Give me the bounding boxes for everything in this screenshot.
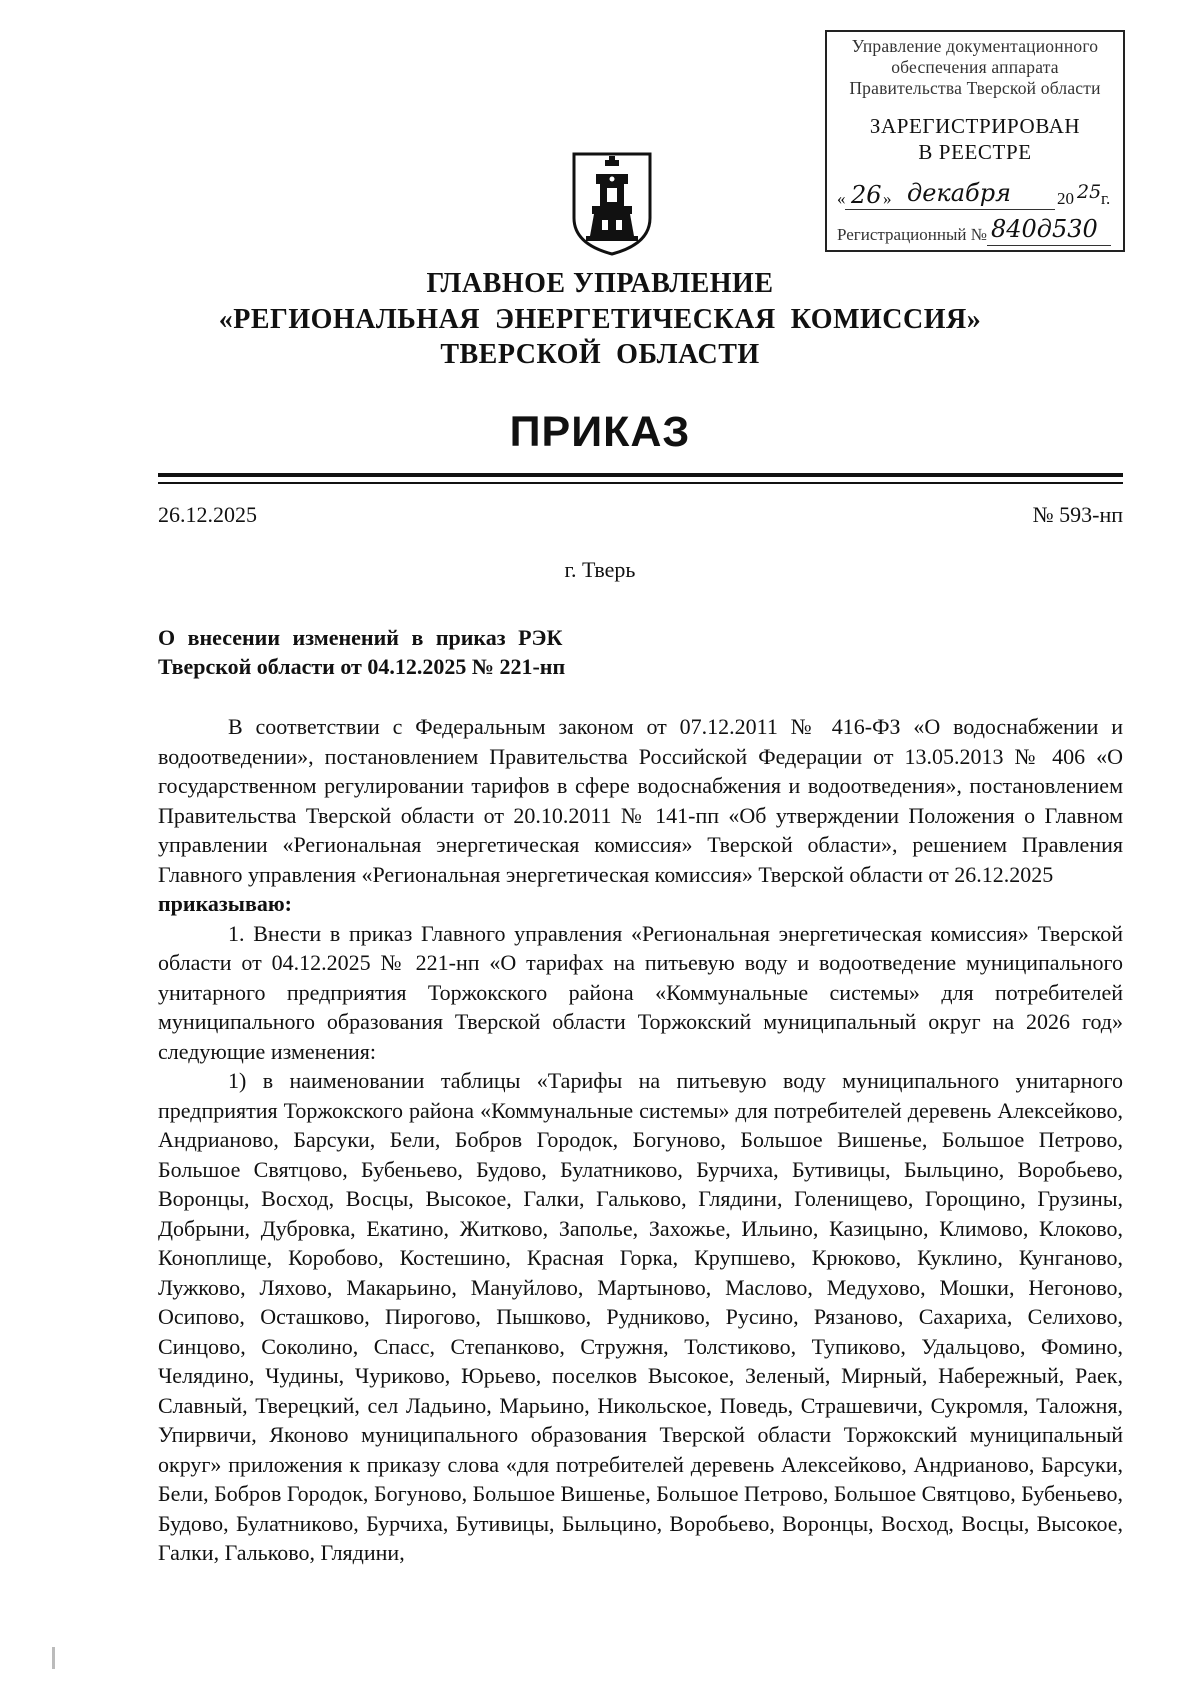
subject-line-2: Тверской области от 04.12.2025 № 221-нп — [158, 654, 566, 679]
document-number: № 593-нп — [1032, 502, 1123, 527]
stamp-date-day: 26 — [851, 181, 882, 209]
stamp-reg-number: 840д530 — [991, 215, 1098, 243]
subject-line-1: О внесении изменений в приказ РЭК — [158, 625, 563, 650]
stamp-reg-label: Регистрационный № — [837, 225, 987, 244]
stamp-registered: ЗАРЕГИСТРИРОВАН — [869, 114, 1081, 138]
subitem-1-paragraph: 1) в наименовании таблицы «Тарифы на питьевую воду муниципального унитарного предприятия Торжокского района «Коммунальные системы» для потребителей деревень Алексейково, Андрианово, Барсуки, Бели, Бобров Городок, Богуново, Большое Вишенье, Большое Петрово, Большое Святцово, Бубеньево, Будово, Булатниково, Бурчиха, Бутивицы, Быльцино, Воробьево, Воронцы, Восход, Восцы, Высокое, Галки, Гальково, Глядини, Голенищево, Горощино, Грузины, Добрыни, Дубровка, Екатино, Житково, Заполье, Захожье, Ильино, Казицыно, Климово, Клоково, Коноплище, Коробово, Костешино, Красная Горка, Крупшево, Крюково, Куклино, Кунганово, Лужково, Ляхово, Макарьино, Мануйлово, Мартыново, Маслово, Медухово, Мошки, Негоново, Осипово, Осташково, Пирогово, Пышково, Рудниково, Русино, Рязаново, Сахариха, Селихово, Синцово, Соколино, Спасс, Степанково, Стружня, Толстиково, Тупиково, Удальцово, Фомино, Челядино, Чудины, Чуриково, Юрьево, поселков Высокое, Зеленый, Мирный, Набережный, Раек, Славный, Тверецкий, сел Ладьино, Марьино, Никольское, Поведь, Страшевичи, Сукромля, Таложня, Упирвичи, Яконово муниципального образования Тверской области Торжокский муниципальный округ» приложения к приказу слова «для потребителей деревень Алексейково, Андрианово, Барсуки, Бели, Бобров Городок, Богуново, Большое Вишенье, Большое Петрово, Большое Святцово, Бубеньево, Будово, Булатниково, Бурчиха, Бутивицы, Быльцино, Воробьево, Воронцы, Восход, Восцы, Высокое, Галки, Гальково, Глядини, — [158, 1068, 1123, 1565]
stamp-line-3: Правительства Тверской области — [849, 78, 1101, 98]
stamp-line-1: Управление документационного — [851, 36, 1099, 56]
stamp-registration-number — [831, 215, 1119, 249]
stamp-date: « 26 » декабря 20 25 г. — [837, 179, 1111, 209]
org-name-line-2: «РЕГИОНАЛЬНАЯ ЭНЕРГЕТИЧЕСКАЯ КОМИССИЯ» — [218, 304, 982, 335]
scan-margin-mark — [52, 1647, 55, 1669]
document-body — [158, 712, 1123, 1568]
org-name-line-1: ГЛАВНОЕ УПРАВЛЕНИЕ — [426, 268, 774, 299]
item-1-paragraph: 1. Внести в приказ Главного управления «Региональная энергетическая комиссия» Тверской области от 04.12.2025 № 221-нп «О тарифах на питьевую воду и водоотведение муниципального унитарного предприятия Торжокского района «Коммунальные системы» для потребителей муниципального образования Тверской области Торжокский муниципальный округ на 2026 год» следующие изменения: — [158, 920, 1123, 1064]
stamp-date-month: декабря — [907, 179, 1011, 207]
header-rule-thick — [158, 473, 1123, 477]
stamp-date-year: 25 — [1077, 181, 1102, 203]
preamble-paragraph: В соответствии с Федеральным законом от 07.12.2011 № 416-ФЗ «О водоснабжении и водоотведении», постановлением Правительства Российской Федерации от 13.05.2013 № 406 «О государственном регулировании тарифов в сфере водоснабжения и водоотведения», постановлением Правительства Тверской области от 20.10.2011 № 141-пп «Об утверждении Положения о Главном управлении «Региональная энергетическая комиссия» Тверской области», решением Правления Главного управления «Региональная энергетическая комиссия» Тверской области от 26.12.2025 — [158, 714, 1123, 887]
order-word: приказываю: — [158, 891, 292, 916]
stamp-line-2: обеспечения аппарата — [891, 57, 1059, 77]
document-date: 26.12.2025 — [158, 502, 257, 527]
document-type-title: ПРИКАЗ — [509, 408, 691, 456]
header-rule-thin — [158, 482, 1123, 484]
registration-stamp — [825, 30, 1125, 252]
coat-of-arms-icon — [572, 152, 652, 256]
stamp-in-registry: В РЕЕСТРЕ — [918, 140, 1032, 164]
document-city: г. Тверь — [564, 557, 636, 582]
org-name-line-3: ТВЕРСКОЙ ОБЛАСТИ — [440, 339, 760, 370]
document-subject — [158, 623, 565, 681]
